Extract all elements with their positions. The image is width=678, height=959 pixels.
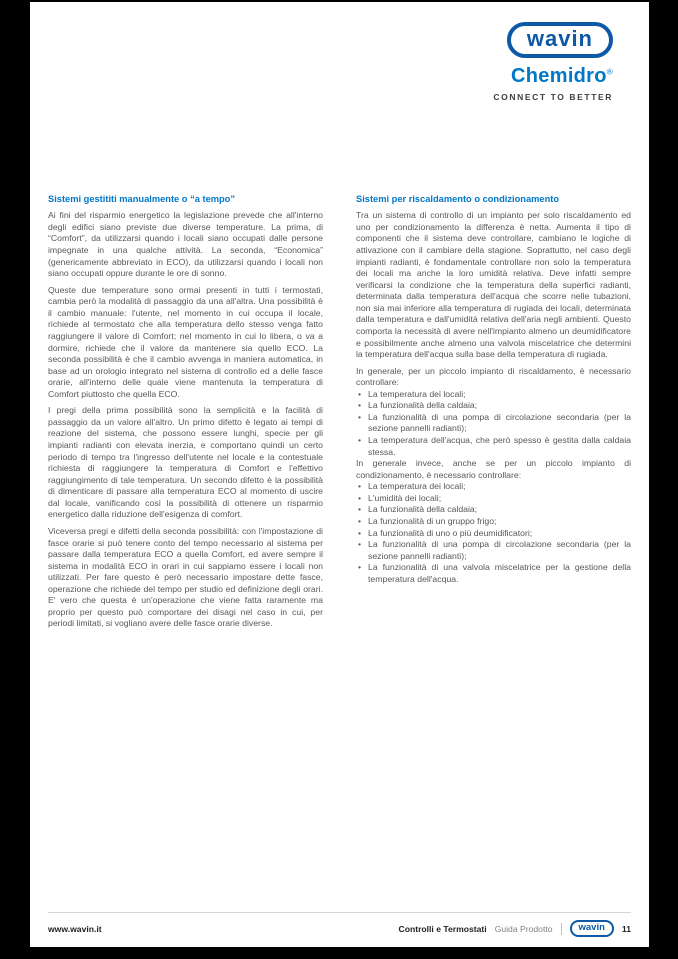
chemidro-logo: [511, 65, 613, 88]
paragraph: Ai fini del risparmio energetico la legislazione prevede che all'interno degli edifici siano previste due diverse temperature. La prima, di “Comfort”, da utilizzarsi quando i locali siano occupati dalle persone impegnate in una qualche attività. La seconda, “Economica” (genericamente abbreviato in ECO), da utilizzarsi quando i locali non siano occupati oppure durante le ore di sonno.: [48, 210, 323, 279]
list-intro-heating: In generale, per un piccolo impianto di riscaldamento, è necessario controllare:: [356, 365, 631, 388]
paragraph: Queste due temperature sono ormai presenti in tutti i termostati, cambia però la modalità di passaggio da una all'altra. Una possibilità è il cambio manuale: l'utente, nel momento in cui occupa il locale, richiede al termostato che alla temperatura dello stesso venga fatto raggiungere il valore di Comfort; nel momento in cui lo libera, o va a dormire, richiede che il valore da mantenere sia quello ECO. La seconda possibilità è che il cambio avvenga in maniera automatica, in base ad un orologio integrato nel sistema di controllo ed a delle fasce orarie, all'interno delle quale viene mantenuta la temperatura di Comfort piuttosto che quella ECO.: [48, 284, 323, 399]
left-column: [48, 193, 323, 635]
list-item: • La temperatura dei locali;: [356, 389, 631, 401]
list-item: • La funzionalità di una pompa di circolazione secondaria (per la sezione pannelli radianti);: [356, 412, 631, 435]
content-columns: [48, 193, 631, 635]
wavin-logo-text: wavin: [526, 26, 593, 51]
section-heading-left: Sistemi gestititi manualmente o “a tempo”: [48, 194, 236, 204]
footer-website: www.wavin.it: [48, 923, 102, 934]
chemidro-logo-text: Chemidro: [511, 65, 607, 88]
paragraph: Viceversa pregi e difetti della seconda possibilità: con l'impostazione di fasce orarie si può tenere conto del tempo necessario al sistema per passare dalla temperatura ECO a quella Comfort, ed avere sempre il sistema in modalità ECO in orari in cui sappiamo essere i locali non utilizzati. Per fare questo è però necessario impostare dette fasce, operazione che richiede del tempo per studio ed definizione degli orari. E' vero che questa è un'operazione che viene fatta raramente ma proprio per questo può comportare dei disagi nel caso in cui, per periodi limitati, si vogliano avere delle fasce orarie diverse.: [48, 525, 323, 629]
footer-doc-title: Controlli e Termostati: [398, 923, 487, 934]
list-item: • La funzionalità della caldaia;: [356, 400, 631, 412]
list-item: • La temperatura dei locali;: [356, 481, 631, 493]
registered-mark-icon: ®: [606, 67, 613, 77]
brand-tagline: CONNECT TO BETTER: [493, 92, 613, 103]
footer-right-group: [399, 920, 632, 937]
list-item: • La funzionalità della caldaia;: [356, 504, 631, 516]
page-footer: [48, 912, 631, 937]
list-item: • La funzionalità di una valvola miscelatrice per la gestione della temperatura dell'acqua.: [356, 562, 631, 585]
footer-wavin-logo: wavin: [570, 920, 614, 937]
right-column: [356, 193, 631, 635]
page-number: 11: [621, 923, 631, 934]
document-page: [30, 2, 649, 947]
list-item: • La funzionalità di un gruppo frigo;: [356, 516, 631, 528]
wavin-logo: [507, 22, 613, 58]
list-item: • La temperatura dell'acqua, che però spesso è gestita dalla caldaia stessa.: [356, 435, 631, 458]
list-intro-cooling: In generale invece, anche se per un piccolo impianto di condizionamento, è necessario controllare:: [356, 458, 631, 480]
list-item: • La funzionalità di una pompa di circolazione secondaria (per la sezione pannelli radianti);: [356, 539, 631, 562]
footer-divider: [561, 923, 562, 935]
list-item: • La funzionalità di uno o più deumidificatori;: [356, 528, 631, 540]
checklist-cooling: [356, 481, 631, 585]
checklist-heating: [356, 389, 631, 458]
footer-doc-subtitle: Guida Prodotto: [494, 923, 553, 934]
brand-header: [493, 22, 613, 102]
list-item: • L'umidità dei locali;: [356, 493, 631, 505]
paragraph: Tra un sistema di controllo di un impianto per solo riscaldamento ed uno per condizionamento la differenza è netta. Aumenta il tipo di componenti che il sistema deve controllare, cambiano le logiche di attivazione con il cambiare della stagione. Soprattutto, nel caso degli impianti radianti, è fondamentale controllare non solo la temperatura dei locali ma anche la loro umidità relativa. Deve infatti sempre verificarsi la condizione che la temperatura della superfici radianti, determinata dalla temperatura dell'acqua che scorre nelle tubazioni, non sia mai inferiore alla temperatura di rugiada dei locali, determinata dalla temperatura e dall'umidità relativa dell'aria negli ambienti. Questo comporta la necessità di avere nell'impianto almeno un deumidificatore e possibilmente anche almeno una valvola miscelatrice che determini la temperatura dell'acqua sulla base della temperatura di rugiada.: [356, 210, 631, 360]
paragraph: I pregi della prima possibilità sono la semplicità e la facilità di passaggio da un valore all'altro. Un primo difetto è legato ai tempi di reazione del sistema, che possono essere lunghi, specie per gli impianti radianti con elevata inerzia, e comportano quindi un certo periodo di tempo tra l'ingresso dell'utente nel locale e la contestuale richiesta di raggiungere la temperatura di Comfort e l'effettivo raggiungimento di tale temperatura. Un secondo difetto è la possibilità di dimenticare di passare alla temperatura ECO al momento di uscire dal locale, vanificando così la possibilità di ottenere un risparmio energetico dalla riduzione dell'esigenza di comfort.: [48, 405, 323, 520]
section-heading-right: Sistemi per riscaldamento o condizionamento: [356, 194, 560, 204]
